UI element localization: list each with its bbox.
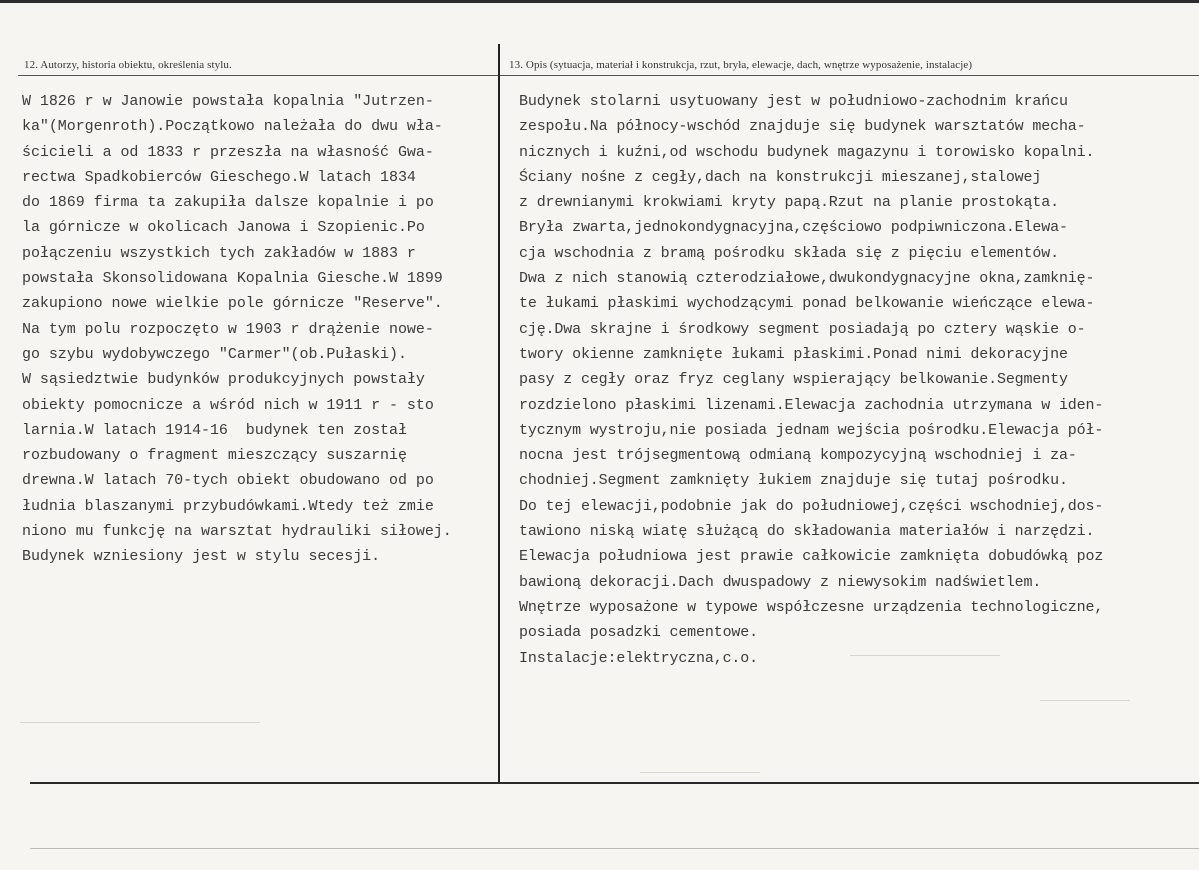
text-line: zespołu.Na północy-wschód znajduje się budynek warsztatów mecha- [519,118,1086,136]
text-line: obiekty pomocnicze a wśród nich w 1911 r - sto [22,396,434,414]
text-line: cję.Dwa skrajne i środkowy segment posiadają po cztery wąskie o- [519,320,1086,338]
text-line: te łukami płaskimi wychodzącymi ponad belkowanie wieńczące elewa- [519,295,1095,313]
text-line: tycznym wystroju,nie posiada jednam wejścia pośrodku.Elewacja pół- [519,421,1104,439]
text-line: ścicieli a od 1833 r przeszła na własność Gwa- [22,143,434,161]
bleed-through-mark [20,722,260,723]
text-line: Wnętrze wyposażone w typowe współczesne urządzenia technologiczne, [519,598,1104,616]
text-line: nocna jest trójsegmentową odmianą kompozycyjną wschodniej i za- [519,447,1077,465]
text-line: zakupiono nowe wielkie pole górnicze "Reserve". [22,295,443,313]
text-line: tawiono niską wiatę służącą do składowania materiałów i narzędzi. [519,523,1095,541]
text-line: niono mu funkcję na warsztat hydrauliki siłowej. [22,523,452,541]
text-line: Do tej elewacji,podobnie jak do południowej,części wschodniej,dos- [519,497,1104,515]
text-line: larnia.W latach 1914-16 budynek ten został [22,421,407,439]
text-line: nicznych i kuźni,od wschodu budynek magazynu i torowisko kopalni. [519,143,1095,161]
text-line: z drewnianymi krokwiami kryty papą.Rzut na planie prostokąta. [519,194,1059,212]
text-line: Bryła zwarta,jednokondygnacyjna,częściowo podpiwniczona.Elewa- [519,219,1068,237]
text-line: la górnicze w okolicach Janowa i Szopienic.Po [22,219,425,237]
text-line: go szybu wydobywczego "Carmer"(ob.Pułaski). [22,345,407,363]
text-line: Instalacje:elektryczna,c.o. [519,649,758,667]
bleed-through-mark [640,772,760,773]
text-line: W 1826 r w Janowie powstała kopalnia "Jutrzen- [22,93,434,110]
text-line: łudnia blaszanymi przybudówkami.Wtedy też zmie [22,497,434,515]
header-underline [18,75,1199,76]
section-12-header: 12. Autorzy, historia obiektu, określenia stylu. [24,59,232,71]
text-line: twory okienne zamknięte łukami płaskimi.Ponad nimi dekoracyjne [519,345,1068,363]
text-line: rectwa Spadkobierców Gieschego.W latach 1834 [22,168,416,186]
column-divider [498,44,500,784]
text-line: Na tym polu rozpoczęto w 1903 r drążenie nowe- [22,320,434,338]
text-line: chodniej.Segment zamknięty łukiem znajduje się tutaj pośrodku. [519,472,1068,490]
bottom-faint-line [30,848,1199,849]
section-13-header: 13. Opis (sytuacja, materiał i konstrukcja, rzut, bryła, elewacje, dach, wnętrze wyposażenie, instalacje) [509,59,973,71]
text-line: cja wschodnia z bramą pośrodku składa się z pięciu elementów. [519,244,1059,262]
top-border-line [0,0,1199,3]
text-line: bawioną dekoracji.Dach dwuspadowy z niewysokim nadświetlem. [519,573,1042,591]
text-line: pasy z cegły oraz fryz ceglany wspierający belkowanie.Segmenty [519,371,1068,389]
text-line: posiada posadzki cementowe. [519,624,758,642]
text-line: do 1869 firma ta zakupiła dalsze kopalnie i po [22,194,434,212]
bleed-through-mark [1040,700,1130,701]
history-text-column [22,89,452,570]
text-line: W sąsiedztwie budynków produkcyjnych powstały [22,371,425,389]
text-line: połączeniu wszystkich tych zakładów w 1883 r [22,244,416,262]
bleed-through-mark [850,655,1000,656]
text-line: Dwa z nich stanowią czterodziałowe,dwukondygnacyjne okna,zamknię- [519,270,1095,288]
bottom-border-line [30,782,1199,784]
text-line: Budynek wzniesiony jest w stylu secesji. [22,548,381,566]
text-line: rozdzielono płaskimi lizenami.Elewacja zachodnia utrzymana w iden- [519,396,1104,414]
text-line: Ściany nośne z cegły,dach na konstrukcji mieszanej,stalowej [519,168,1042,186]
text-line: rozbudowany o fragment mieszczący suszarnię [22,447,407,465]
text-line: Budynek stolarni usytuowany jest w południowo-zachodnim krańcu [519,93,1068,110]
text-line: Elewacja południowa jest prawie całkowicie zamknięta dobudówką poz [519,548,1104,566]
text-line: powstała Skonsolidowana Kopalnia Giesche.W 1899 [22,270,443,288]
text-line: drewna.W latach 70-tych obiekt obudowano od po [22,472,434,490]
text-line: ka"(Morgenroth).Początkowo należała do dwu wła- [22,118,443,136]
description-text-column [519,89,1103,671]
